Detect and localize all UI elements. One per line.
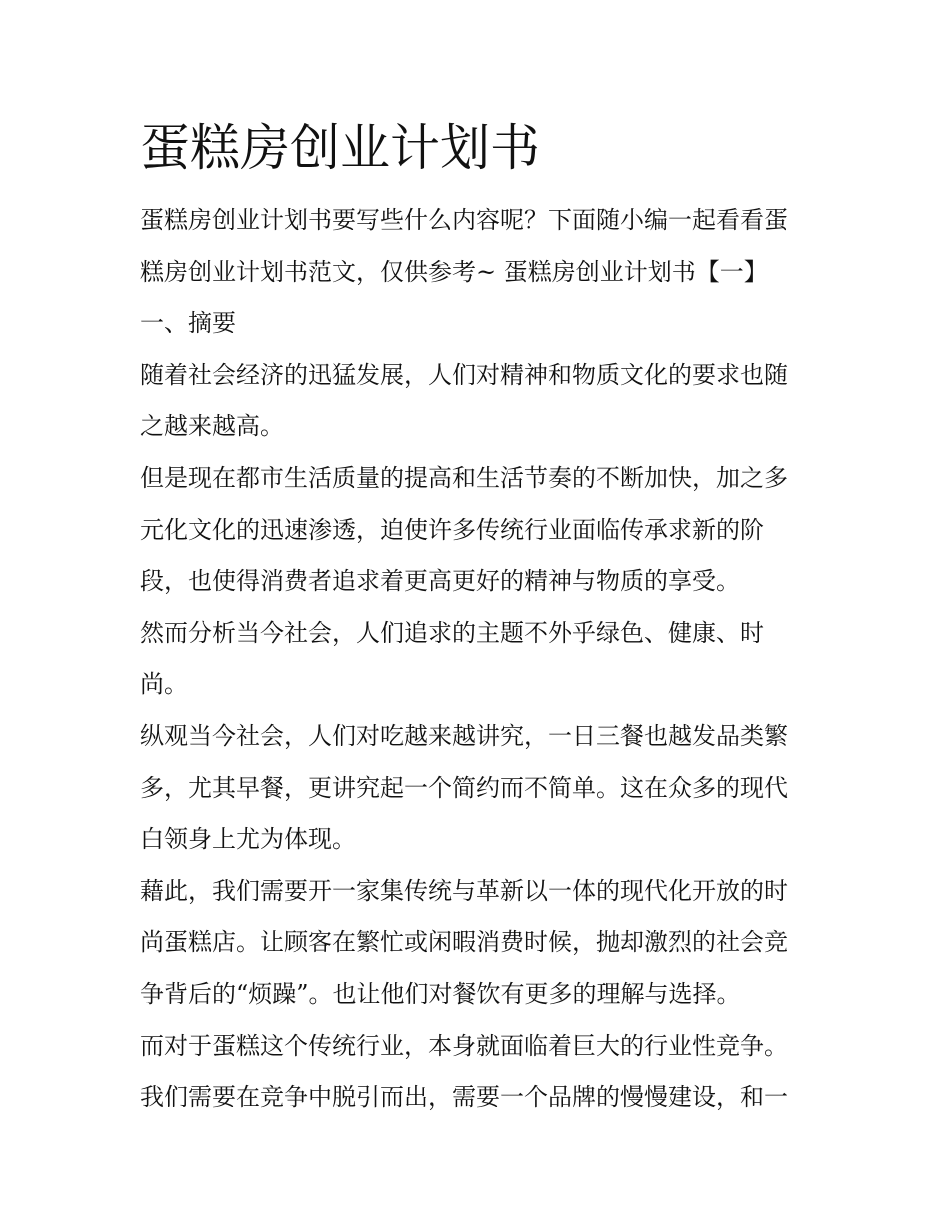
text-line: 尚蛋糕店。让顾客在繁忙或闲暇消费时候，抛却激烈的社会竞 (140, 928, 788, 957)
text-line: 纵观当今社会，人们对吃越来越讲究，一日三餐也越发品类繁 (140, 721, 788, 750)
text-line: 随着社会经济的迅猛发展，人们对精神和物质文化的要求也随 (140, 360, 788, 389)
section-heading: 一、摘要 (140, 309, 236, 338)
text-line: 之越来越高。 (140, 412, 284, 441)
text-line: 藉此，我们需要开一家集传统与革新以一体的现代化开放的时 (140, 876, 788, 905)
text-line: 我们需要在竞争中脱引而出，需要一个品牌的慢慢建设，和一 (140, 1083, 788, 1112)
text-line: 争背后的“烦躁”。也让他们对餐饮有更多的理解与选择。 (140, 979, 741, 1008)
text-line: 尚。 (140, 670, 188, 699)
text-line: 而对于蛋糕这个传统行业，本身就面临着巨大的行业性竞争。 (140, 1031, 788, 1060)
document-title: 蛋糕房创业计划书 (140, 119, 540, 177)
text-line: 然而分析当今社会，人们追求的主题不外乎绿色、健康、时 (140, 618, 764, 647)
document-body (140, 195, 820, 1124)
text-line: 多，尤其早餐，更讲究起一个简约而不简单。这在众多的现代 (140, 773, 788, 802)
text-line: 糕房创业计划书范文，仅供参考~ 蛋糕房创业计划书【一】 (140, 257, 768, 286)
text-line: 白领身上尤为体现。 (140, 825, 356, 854)
text-line: 但是现在都市生活质量的提高和生活节奏的不断加快，加之多 (140, 463, 788, 492)
text-line: 段，也使得消费者追求着更高更好的精神与物质的享受。 (140, 567, 740, 596)
text-line: 蛋糕房创业计划书要写些什么内容呢？下面随小编一起看看蛋 (140, 206, 788, 234)
text-line: 元化文化的迅速渗透，迫使许多传统行业面临传承求新的阶 (140, 515, 764, 544)
